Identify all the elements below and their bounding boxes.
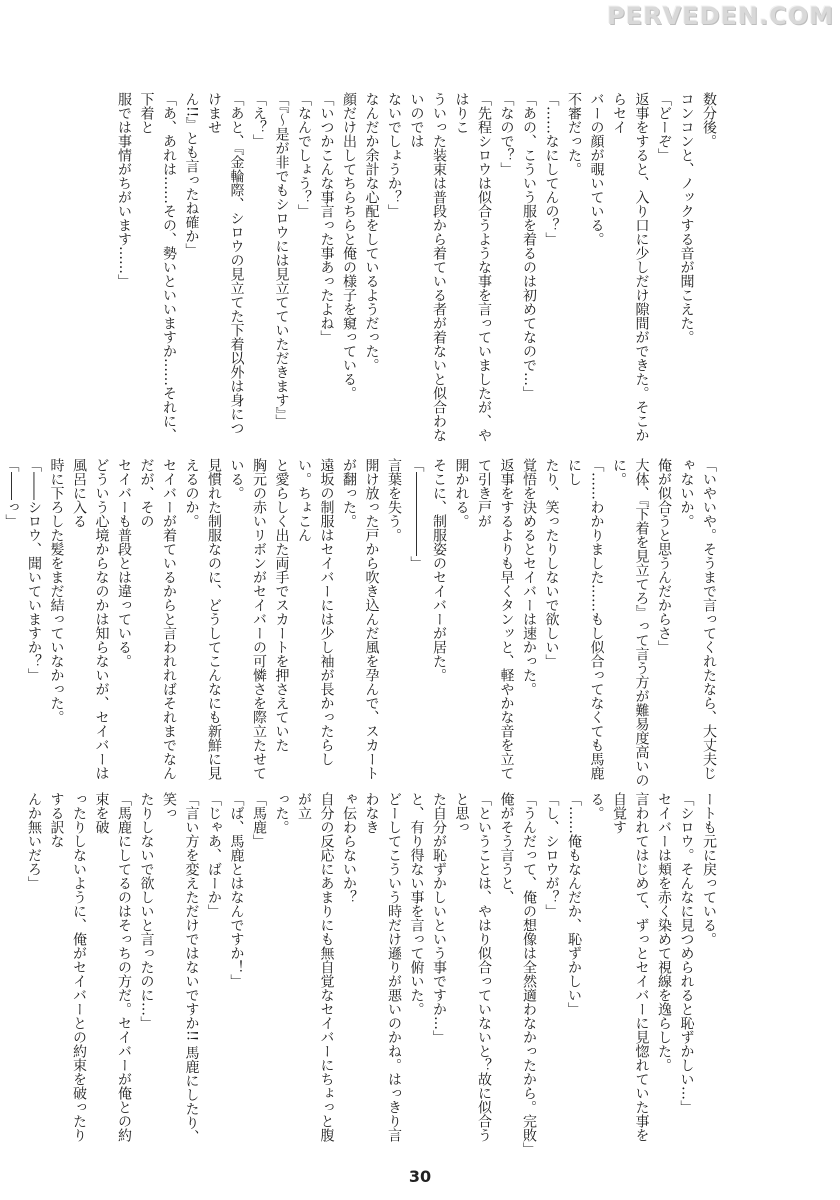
text-line: そこに、制服姿のセイバーが居た。 (431, 458, 447, 682)
text-line: セイバーも普段とは違っている。 (116, 458, 132, 668)
text-line: 「じゃあ、ばーか」 (206, 792, 222, 918)
text-line: った。 (273, 792, 290, 834)
text-line: セイバーは頬を赤く染めて視線を逸らした。 (656, 792, 672, 1072)
text-line: 「――シロウ、聞いていますか？」 (26, 458, 42, 682)
text-line: 「……俺もなんだか、恥ずかしい」 (566, 792, 582, 1016)
text-line: 俺が似合うと思うんだからさ」 (656, 458, 672, 654)
text-line: 「し、シロウが？」 (543, 792, 560, 918)
text-line: 覚悟を決めるとセイバーは速かった。 (521, 458, 537, 696)
text-line: 「え？」 (251, 92, 267, 148)
text-line: バーの顔が覗いている。 (588, 92, 605, 246)
text-line: コンコンと、ノックする音が聞こえた。 (678, 92, 695, 344)
text-line: 「うんだって、俺の想像は全然適わなかったから。完敗」 (521, 792, 537, 1156)
text-line: ったりしないように、俺がセイバーとの約束を破ったりする訳な (48, 792, 87, 1142)
text-line: 胸元の赤いリボンがセイバーの可憐さを際立たせている。 (228, 458, 267, 780)
text-line: 「あの、こういう服を着るのは初めてなので…」 (521, 92, 537, 400)
text-line: 自分の反応にあまりにも無自覚なセイバーにちょっと腹が立 (296, 792, 335, 1142)
text-line: 「あ、あれは……その、勢いといいますか……それに、下着と (138, 92, 177, 442)
text-line: 「『～是が非でもシロウには見立てていただきます』」 (273, 92, 290, 428)
text-line: 俺がそう言うと、 (498, 792, 515, 904)
text-line: どーしてこういう時だけ遜りが悪いのかね。はっきり言わなき (363, 792, 402, 1142)
text-line: 顔だけ出してちらちらと俺の様子を窺っている。 (341, 92, 357, 400)
text-line: る。 (588, 792, 605, 820)
text-line: んか無いだろ」 (26, 792, 42, 890)
text-line: 「ば、馬鹿とはなんですか！」 (228, 792, 245, 988)
text-line: 「……なにしてんの？」 (543, 92, 560, 246)
text-line: 言われてはじめて、ずっとセイバーに見惚れていた事を自覚す (611, 792, 650, 1142)
text-line: 「――――――」 (408, 458, 425, 570)
text-line: ういった装束は普段から着ている者が着ないと似合わないのでは (408, 92, 447, 442)
text-line: 「――っ」 (3, 458, 20, 528)
text-line: 見慣れた制服なのに、どうしてこんなにも新鮮に見えるのか。 (183, 458, 222, 780)
text-line: た自分が恥ずかしいという事ですか…」 (431, 792, 447, 1044)
text-line: 「なんでしょう？」 (296, 92, 312, 218)
text-line: 「馬鹿」 (251, 792, 267, 848)
page-number: 30 (408, 1167, 432, 1186)
watermark: PERVEDEN.COM (607, 2, 834, 30)
text-line: と、有り得ない事を言って俯いた。 (408, 792, 425, 1016)
text-line: 「いやいや。そうまで言ってくれたなら、大丈夫じゃないか。 (678, 458, 717, 780)
text-line: 数分後。 (701, 92, 717, 148)
text-line: 服では事情がちがいます……」 (116, 92, 132, 288)
text-line: たりしないで欲しいと言ったのに…」 (138, 792, 155, 1030)
text-line: ないでしょうか？」 (386, 92, 402, 218)
text-line: ゃ伝わらないか？ (341, 792, 357, 904)
text-line: ートも元に戻っている。 (701, 792, 717, 946)
text-line: 遠坂の制服はセイバーには少し袖が長かったらしい。ちょこん (296, 458, 335, 766)
text-line: 「いつかこんな事言った事あったよね」 (318, 92, 335, 344)
text-line: 「ということは、やはり似合っていないと？故に似合うと思っ (453, 792, 492, 1142)
text-line: ん!!』とも言ったね確か」 (183, 92, 200, 258)
text-line: セイバーが着ているからと言われればそれまでなんだが、その (138, 458, 177, 780)
text-line: 「なので？」 (498, 92, 515, 176)
text-line: 「シロウ。そんなに見つめられると恥ずかしい…」 (678, 792, 695, 1114)
text-column-top (116, 92, 720, 442)
text-line: 大体、『下着を見立てろ』って言う方が難易度高いのに。 (611, 458, 650, 787)
text-line: と愛らしく出た両手でスカートを押さえていた (273, 458, 290, 752)
text-line: 「どーぞ」 (656, 92, 672, 162)
text-column-middle (3, 458, 720, 788)
text-line: 「先程シロウは似合うような事を言っていましたが、やはりこ (453, 92, 492, 442)
text-line: 「馬鹿にしてるのはそっちの方だ。セイバーが俺との約束を破 (93, 792, 132, 1142)
text-line: どういう心境からなのかは知らないが、セイバーは風呂に入る (71, 458, 110, 780)
text-line: なんだか余計な心配をしているようだった。 (363, 92, 380, 372)
text-line: 不審だった。 (566, 92, 582, 176)
text-line: 返事をすると、入り口に少しだけ隙間ができた。そこからセイ (611, 92, 650, 442)
text-line: 「……わかりました……もし似合ってなくても馬鹿にし (566, 458, 605, 780)
text-line: 言葉を失う。 (386, 458, 402, 542)
text-line: たり、笑ったりしないで欲しい」 (543, 458, 560, 668)
text-line: 「あと、『金輪際、シロウの見立てた下着以外は身につけませ (206, 92, 245, 435)
text-line: 返事をするよりも早くタンッと、軽やかな音を立てて引き戸が (476, 458, 515, 780)
text-line: 開かれる。 (453, 458, 470, 528)
text-line: 「言い方を変えただけではないですか!! 馬鹿にしたり、笑っ (161, 792, 200, 1144)
text-line: 開け放った戸から吹き込んだ風を孕んで、スカートが翻った。 (341, 458, 380, 780)
text-column-bottom (26, 792, 720, 1156)
text-line: 時に下ろした髪をまだ結っていなかった。 (48, 458, 65, 724)
